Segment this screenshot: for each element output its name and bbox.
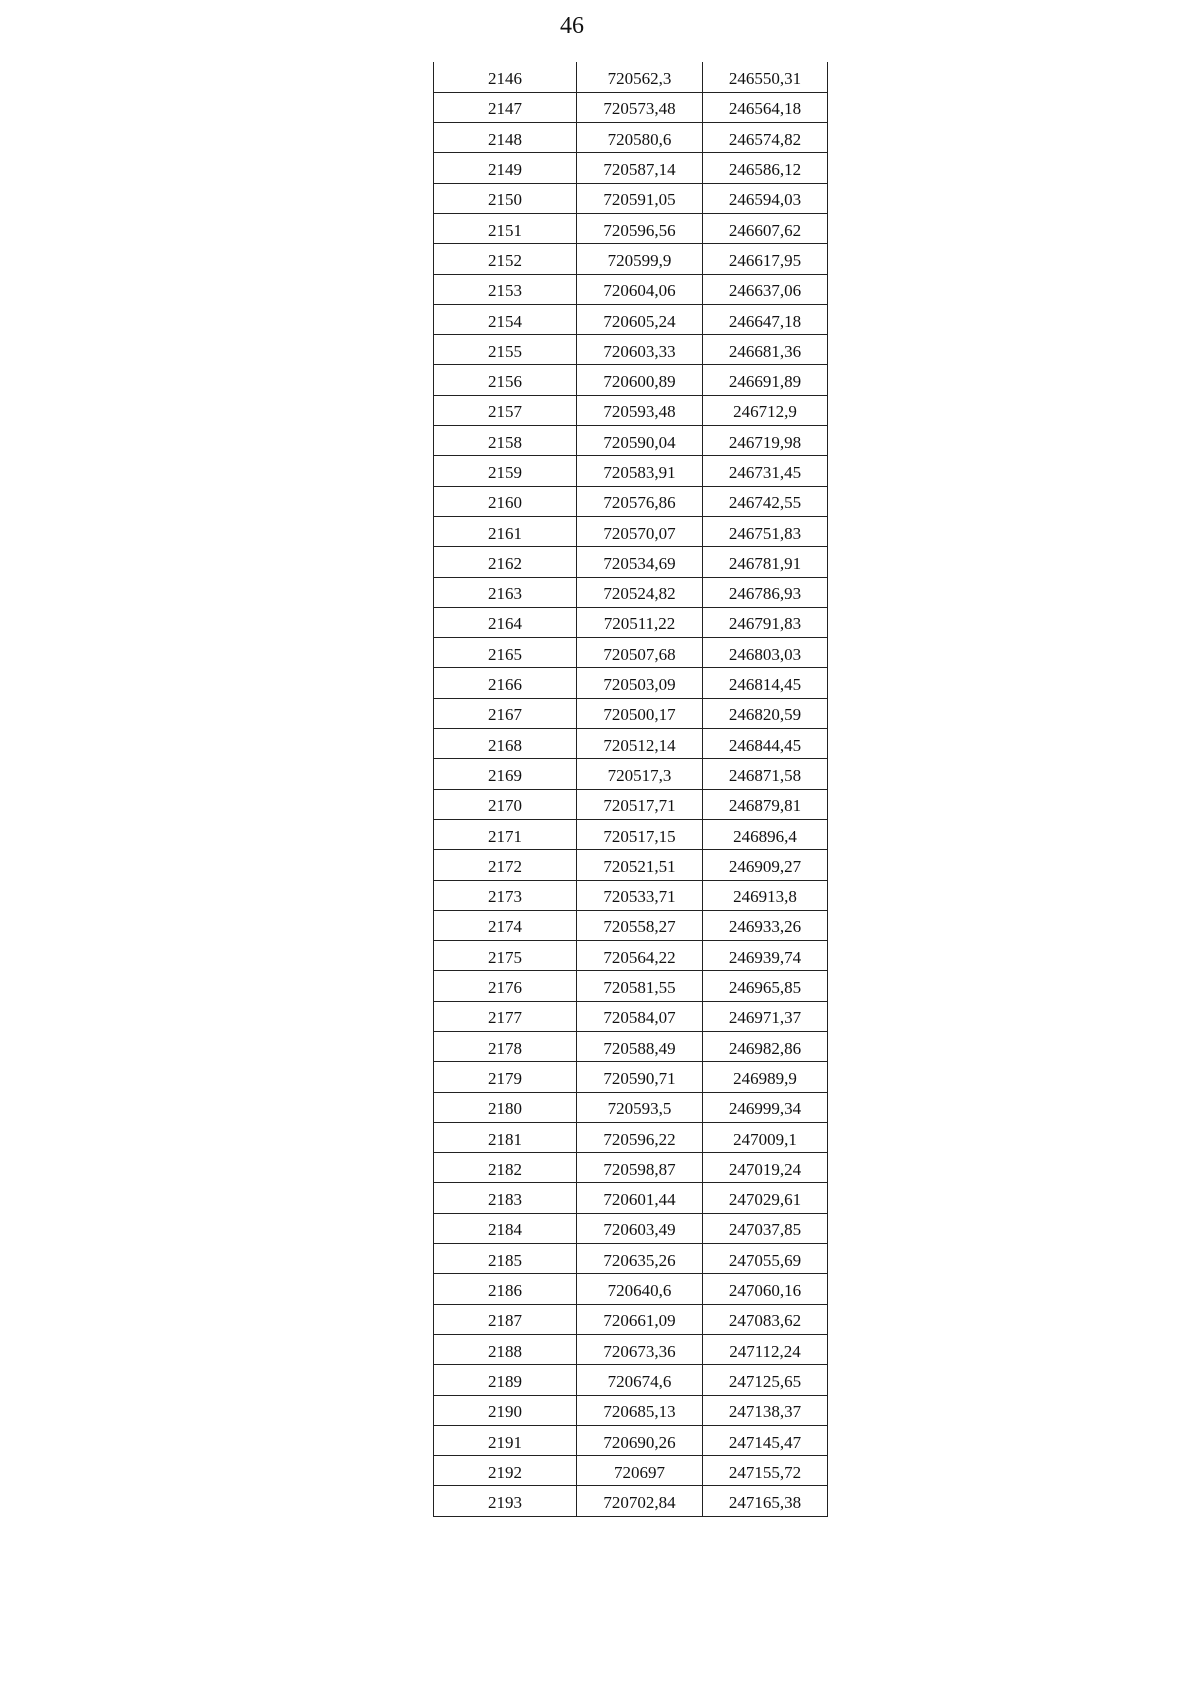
point-number-cell: 2167 xyxy=(434,698,577,728)
table-row xyxy=(434,92,828,122)
point-number-cell: 2172 xyxy=(434,850,577,880)
table-row xyxy=(434,910,828,940)
x-coordinate-cell: 720673,36 xyxy=(577,1334,703,1364)
y-coordinate-cell: 247055,69 xyxy=(703,1244,828,1274)
x-coordinate-cell: 720690,26 xyxy=(577,1425,703,1455)
table-row xyxy=(434,1486,828,1516)
x-coordinate-cell: 720580,6 xyxy=(577,123,703,153)
y-coordinate-cell: 246617,95 xyxy=(703,244,828,274)
table-row xyxy=(434,335,828,365)
x-coordinate-cell: 720635,26 xyxy=(577,1244,703,1274)
y-coordinate-cell: 246781,91 xyxy=(703,547,828,577)
y-coordinate-cell: 246786,93 xyxy=(703,577,828,607)
point-number-cell: 2168 xyxy=(434,729,577,759)
point-number-cell: 2161 xyxy=(434,516,577,546)
table-row xyxy=(434,183,828,213)
y-coordinate-cell: 246719,98 xyxy=(703,426,828,456)
point-number-cell: 2192 xyxy=(434,1456,577,1486)
table-row xyxy=(434,153,828,183)
table-row xyxy=(434,486,828,516)
y-coordinate-cell: 246550,31 xyxy=(703,62,828,92)
table-row xyxy=(434,971,828,1001)
table-row xyxy=(434,1425,828,1455)
y-coordinate-cell: 247083,62 xyxy=(703,1304,828,1334)
table-row xyxy=(434,577,828,607)
y-coordinate-cell: 246999,34 xyxy=(703,1092,828,1122)
table-row xyxy=(434,1334,828,1364)
table-row xyxy=(434,819,828,849)
y-coordinate-cell: 246742,55 xyxy=(703,486,828,516)
y-coordinate-cell: 246712,9 xyxy=(703,395,828,425)
table-row xyxy=(434,668,828,698)
y-coordinate-cell: 246982,86 xyxy=(703,1032,828,1062)
x-coordinate-cell: 720524,82 xyxy=(577,577,703,607)
point-number-cell: 2163 xyxy=(434,577,577,607)
table-row xyxy=(434,880,828,910)
y-coordinate-cell: 246564,18 xyxy=(703,92,828,122)
x-coordinate-cell: 720588,49 xyxy=(577,1032,703,1062)
y-coordinate-cell: 247165,38 xyxy=(703,1486,828,1516)
table-row xyxy=(434,1032,828,1062)
point-number-cell: 2154 xyxy=(434,304,577,334)
x-coordinate-cell: 720697 xyxy=(577,1456,703,1486)
table-row xyxy=(434,1001,828,1031)
point-number-cell: 2148 xyxy=(434,123,577,153)
y-coordinate-cell: 247155,72 xyxy=(703,1456,828,1486)
table-row xyxy=(434,365,828,395)
table-row xyxy=(434,1062,828,1092)
y-coordinate-cell: 246909,27 xyxy=(703,850,828,880)
x-coordinate-cell: 720661,09 xyxy=(577,1304,703,1334)
table-row xyxy=(434,395,828,425)
y-coordinate-cell: 247060,16 xyxy=(703,1274,828,1304)
x-coordinate-cell: 720685,13 xyxy=(577,1395,703,1425)
x-coordinate-cell: 720558,27 xyxy=(577,910,703,940)
point-number-cell: 2153 xyxy=(434,274,577,304)
x-coordinate-cell: 720702,84 xyxy=(577,1486,703,1516)
x-coordinate-cell: 720587,14 xyxy=(577,153,703,183)
table-row xyxy=(434,516,828,546)
point-number-cell: 2185 xyxy=(434,1244,577,1274)
x-coordinate-cell: 720517,3 xyxy=(577,759,703,789)
point-number-cell: 2174 xyxy=(434,910,577,940)
point-number-cell: 2166 xyxy=(434,668,577,698)
x-coordinate-cell: 720590,71 xyxy=(577,1062,703,1092)
y-coordinate-cell: 246879,81 xyxy=(703,789,828,819)
x-coordinate-cell: 720517,15 xyxy=(577,819,703,849)
y-coordinate-cell: 246896,4 xyxy=(703,819,828,849)
x-coordinate-cell: 720533,71 xyxy=(577,880,703,910)
table-row xyxy=(434,698,828,728)
point-number-cell: 2151 xyxy=(434,213,577,243)
y-coordinate-cell: 246574,82 xyxy=(703,123,828,153)
point-number-cell: 2171 xyxy=(434,819,577,849)
point-number-cell: 2187 xyxy=(434,1304,577,1334)
table-row xyxy=(434,1244,828,1274)
point-number-cell: 2184 xyxy=(434,1213,577,1243)
point-number-cell: 2189 xyxy=(434,1365,577,1395)
y-coordinate-cell: 246965,85 xyxy=(703,971,828,1001)
table-row xyxy=(434,62,828,92)
x-coordinate-cell: 720593,48 xyxy=(577,395,703,425)
x-coordinate-cell: 720507,68 xyxy=(577,638,703,668)
table-row xyxy=(434,1365,828,1395)
table-row xyxy=(434,638,828,668)
x-coordinate-cell: 720503,09 xyxy=(577,668,703,698)
y-coordinate-cell: 246586,12 xyxy=(703,153,828,183)
point-number-cell: 2156 xyxy=(434,365,577,395)
y-coordinate-cell: 246731,45 xyxy=(703,456,828,486)
page-number: 46 xyxy=(560,13,584,39)
y-coordinate-cell: 246871,58 xyxy=(703,759,828,789)
y-coordinate-cell: 246803,03 xyxy=(703,638,828,668)
y-coordinate-cell: 246844,45 xyxy=(703,729,828,759)
point-number-cell: 2179 xyxy=(434,1062,577,1092)
point-number-cell: 2193 xyxy=(434,1486,577,1516)
table-row xyxy=(434,213,828,243)
x-coordinate-cell: 720564,22 xyxy=(577,941,703,971)
x-coordinate-cell: 720500,17 xyxy=(577,698,703,728)
x-coordinate-cell: 720511,22 xyxy=(577,607,703,637)
table-row xyxy=(434,1122,828,1152)
x-coordinate-cell: 720583,91 xyxy=(577,456,703,486)
x-coordinate-cell: 720512,14 xyxy=(577,729,703,759)
x-coordinate-cell: 720517,71 xyxy=(577,789,703,819)
x-coordinate-cell: 720605,24 xyxy=(577,304,703,334)
table-row xyxy=(434,729,828,759)
x-coordinate-cell: 720598,87 xyxy=(577,1153,703,1183)
y-coordinate-cell: 246820,59 xyxy=(703,698,828,728)
point-number-cell: 2147 xyxy=(434,92,577,122)
x-coordinate-cell: 720570,07 xyxy=(577,516,703,546)
table-row xyxy=(434,426,828,456)
x-coordinate-cell: 720562,3 xyxy=(577,62,703,92)
table-row xyxy=(434,850,828,880)
y-coordinate-cell: 247125,65 xyxy=(703,1365,828,1395)
table-row xyxy=(434,789,828,819)
x-coordinate-cell: 720596,22 xyxy=(577,1122,703,1152)
y-coordinate-cell: 246637,06 xyxy=(703,274,828,304)
y-coordinate-cell: 246681,36 xyxy=(703,335,828,365)
table-row xyxy=(434,1456,828,1486)
table-row xyxy=(434,123,828,153)
y-coordinate-cell: 246607,62 xyxy=(703,213,828,243)
point-number-cell: 2149 xyxy=(434,153,577,183)
point-number-cell: 2150 xyxy=(434,183,577,213)
y-coordinate-cell: 246791,83 xyxy=(703,607,828,637)
point-number-cell: 2169 xyxy=(434,759,577,789)
point-number-cell: 2173 xyxy=(434,880,577,910)
y-coordinate-cell: 246594,03 xyxy=(703,183,828,213)
table-row xyxy=(434,304,828,334)
table-row xyxy=(434,456,828,486)
y-coordinate-cell: 246691,89 xyxy=(703,365,828,395)
y-coordinate-cell: 247009,1 xyxy=(703,1122,828,1152)
point-number-cell: 2182 xyxy=(434,1153,577,1183)
y-coordinate-cell: 246939,74 xyxy=(703,941,828,971)
point-number-cell: 2186 xyxy=(434,1274,577,1304)
y-coordinate-cell: 247029,61 xyxy=(703,1183,828,1213)
y-coordinate-cell: 247019,24 xyxy=(703,1153,828,1183)
y-coordinate-cell: 246933,26 xyxy=(703,910,828,940)
x-coordinate-cell: 720600,89 xyxy=(577,365,703,395)
point-number-cell: 2157 xyxy=(434,395,577,425)
point-number-cell: 2191 xyxy=(434,1425,577,1455)
x-coordinate-cell: 720593,5 xyxy=(577,1092,703,1122)
point-number-cell: 2175 xyxy=(434,941,577,971)
y-coordinate-cell: 246913,8 xyxy=(703,880,828,910)
table-row xyxy=(434,1183,828,1213)
x-coordinate-cell: 720604,06 xyxy=(577,274,703,304)
point-number-cell: 2177 xyxy=(434,1001,577,1031)
y-coordinate-cell: 246751,83 xyxy=(703,516,828,546)
x-coordinate-cell: 720674,6 xyxy=(577,1365,703,1395)
table-row xyxy=(434,1092,828,1122)
x-coordinate-cell: 720573,48 xyxy=(577,92,703,122)
x-coordinate-cell: 720576,86 xyxy=(577,486,703,516)
table-row xyxy=(434,1274,828,1304)
table-row xyxy=(434,1395,828,1425)
y-coordinate-cell: 247138,37 xyxy=(703,1395,828,1425)
x-coordinate-cell: 720590,04 xyxy=(577,426,703,456)
coordinates-table xyxy=(433,62,828,1517)
table-row xyxy=(434,274,828,304)
point-number-cell: 2164 xyxy=(434,607,577,637)
table-row xyxy=(434,244,828,274)
point-number-cell: 2181 xyxy=(434,1122,577,1152)
point-number-cell: 2183 xyxy=(434,1183,577,1213)
coordinates-table-body xyxy=(434,62,828,1516)
point-number-cell: 2158 xyxy=(434,426,577,456)
y-coordinate-cell: 246814,45 xyxy=(703,668,828,698)
table-row xyxy=(434,759,828,789)
table-row xyxy=(434,547,828,577)
point-number-cell: 2170 xyxy=(434,789,577,819)
x-coordinate-cell: 720581,55 xyxy=(577,971,703,1001)
point-number-cell: 2176 xyxy=(434,971,577,1001)
x-coordinate-cell: 720596,56 xyxy=(577,213,703,243)
point-number-cell: 2190 xyxy=(434,1395,577,1425)
y-coordinate-cell: 247037,85 xyxy=(703,1213,828,1243)
point-number-cell: 2165 xyxy=(434,638,577,668)
x-coordinate-cell: 720584,07 xyxy=(577,1001,703,1031)
table-row xyxy=(434,1304,828,1334)
x-coordinate-cell: 720599,9 xyxy=(577,244,703,274)
point-number-cell: 2178 xyxy=(434,1032,577,1062)
x-coordinate-cell: 720640,6 xyxy=(577,1274,703,1304)
y-coordinate-cell: 246971,37 xyxy=(703,1001,828,1031)
y-coordinate-cell: 246989,9 xyxy=(703,1062,828,1092)
point-number-cell: 2180 xyxy=(434,1092,577,1122)
x-coordinate-cell: 720603,33 xyxy=(577,335,703,365)
table-row xyxy=(434,941,828,971)
y-coordinate-cell: 247112,24 xyxy=(703,1334,828,1364)
x-coordinate-cell: 720601,44 xyxy=(577,1183,703,1213)
x-coordinate-cell: 720603,49 xyxy=(577,1213,703,1243)
point-number-cell: 2155 xyxy=(434,335,577,365)
x-coordinate-cell: 720521,51 xyxy=(577,850,703,880)
y-coordinate-cell: 247145,47 xyxy=(703,1425,828,1455)
table-row xyxy=(434,607,828,637)
table-row xyxy=(434,1213,828,1243)
point-number-cell: 2162 xyxy=(434,547,577,577)
table-row xyxy=(434,1153,828,1183)
point-number-cell: 2160 xyxy=(434,486,577,516)
x-coordinate-cell: 720591,05 xyxy=(577,183,703,213)
point-number-cell: 2152 xyxy=(434,244,577,274)
y-coordinate-cell: 246647,18 xyxy=(703,304,828,334)
x-coordinate-cell: 720534,69 xyxy=(577,547,703,577)
point-number-cell: 2146 xyxy=(434,62,577,92)
point-number-cell: 2159 xyxy=(434,456,577,486)
point-number-cell: 2188 xyxy=(434,1334,577,1364)
